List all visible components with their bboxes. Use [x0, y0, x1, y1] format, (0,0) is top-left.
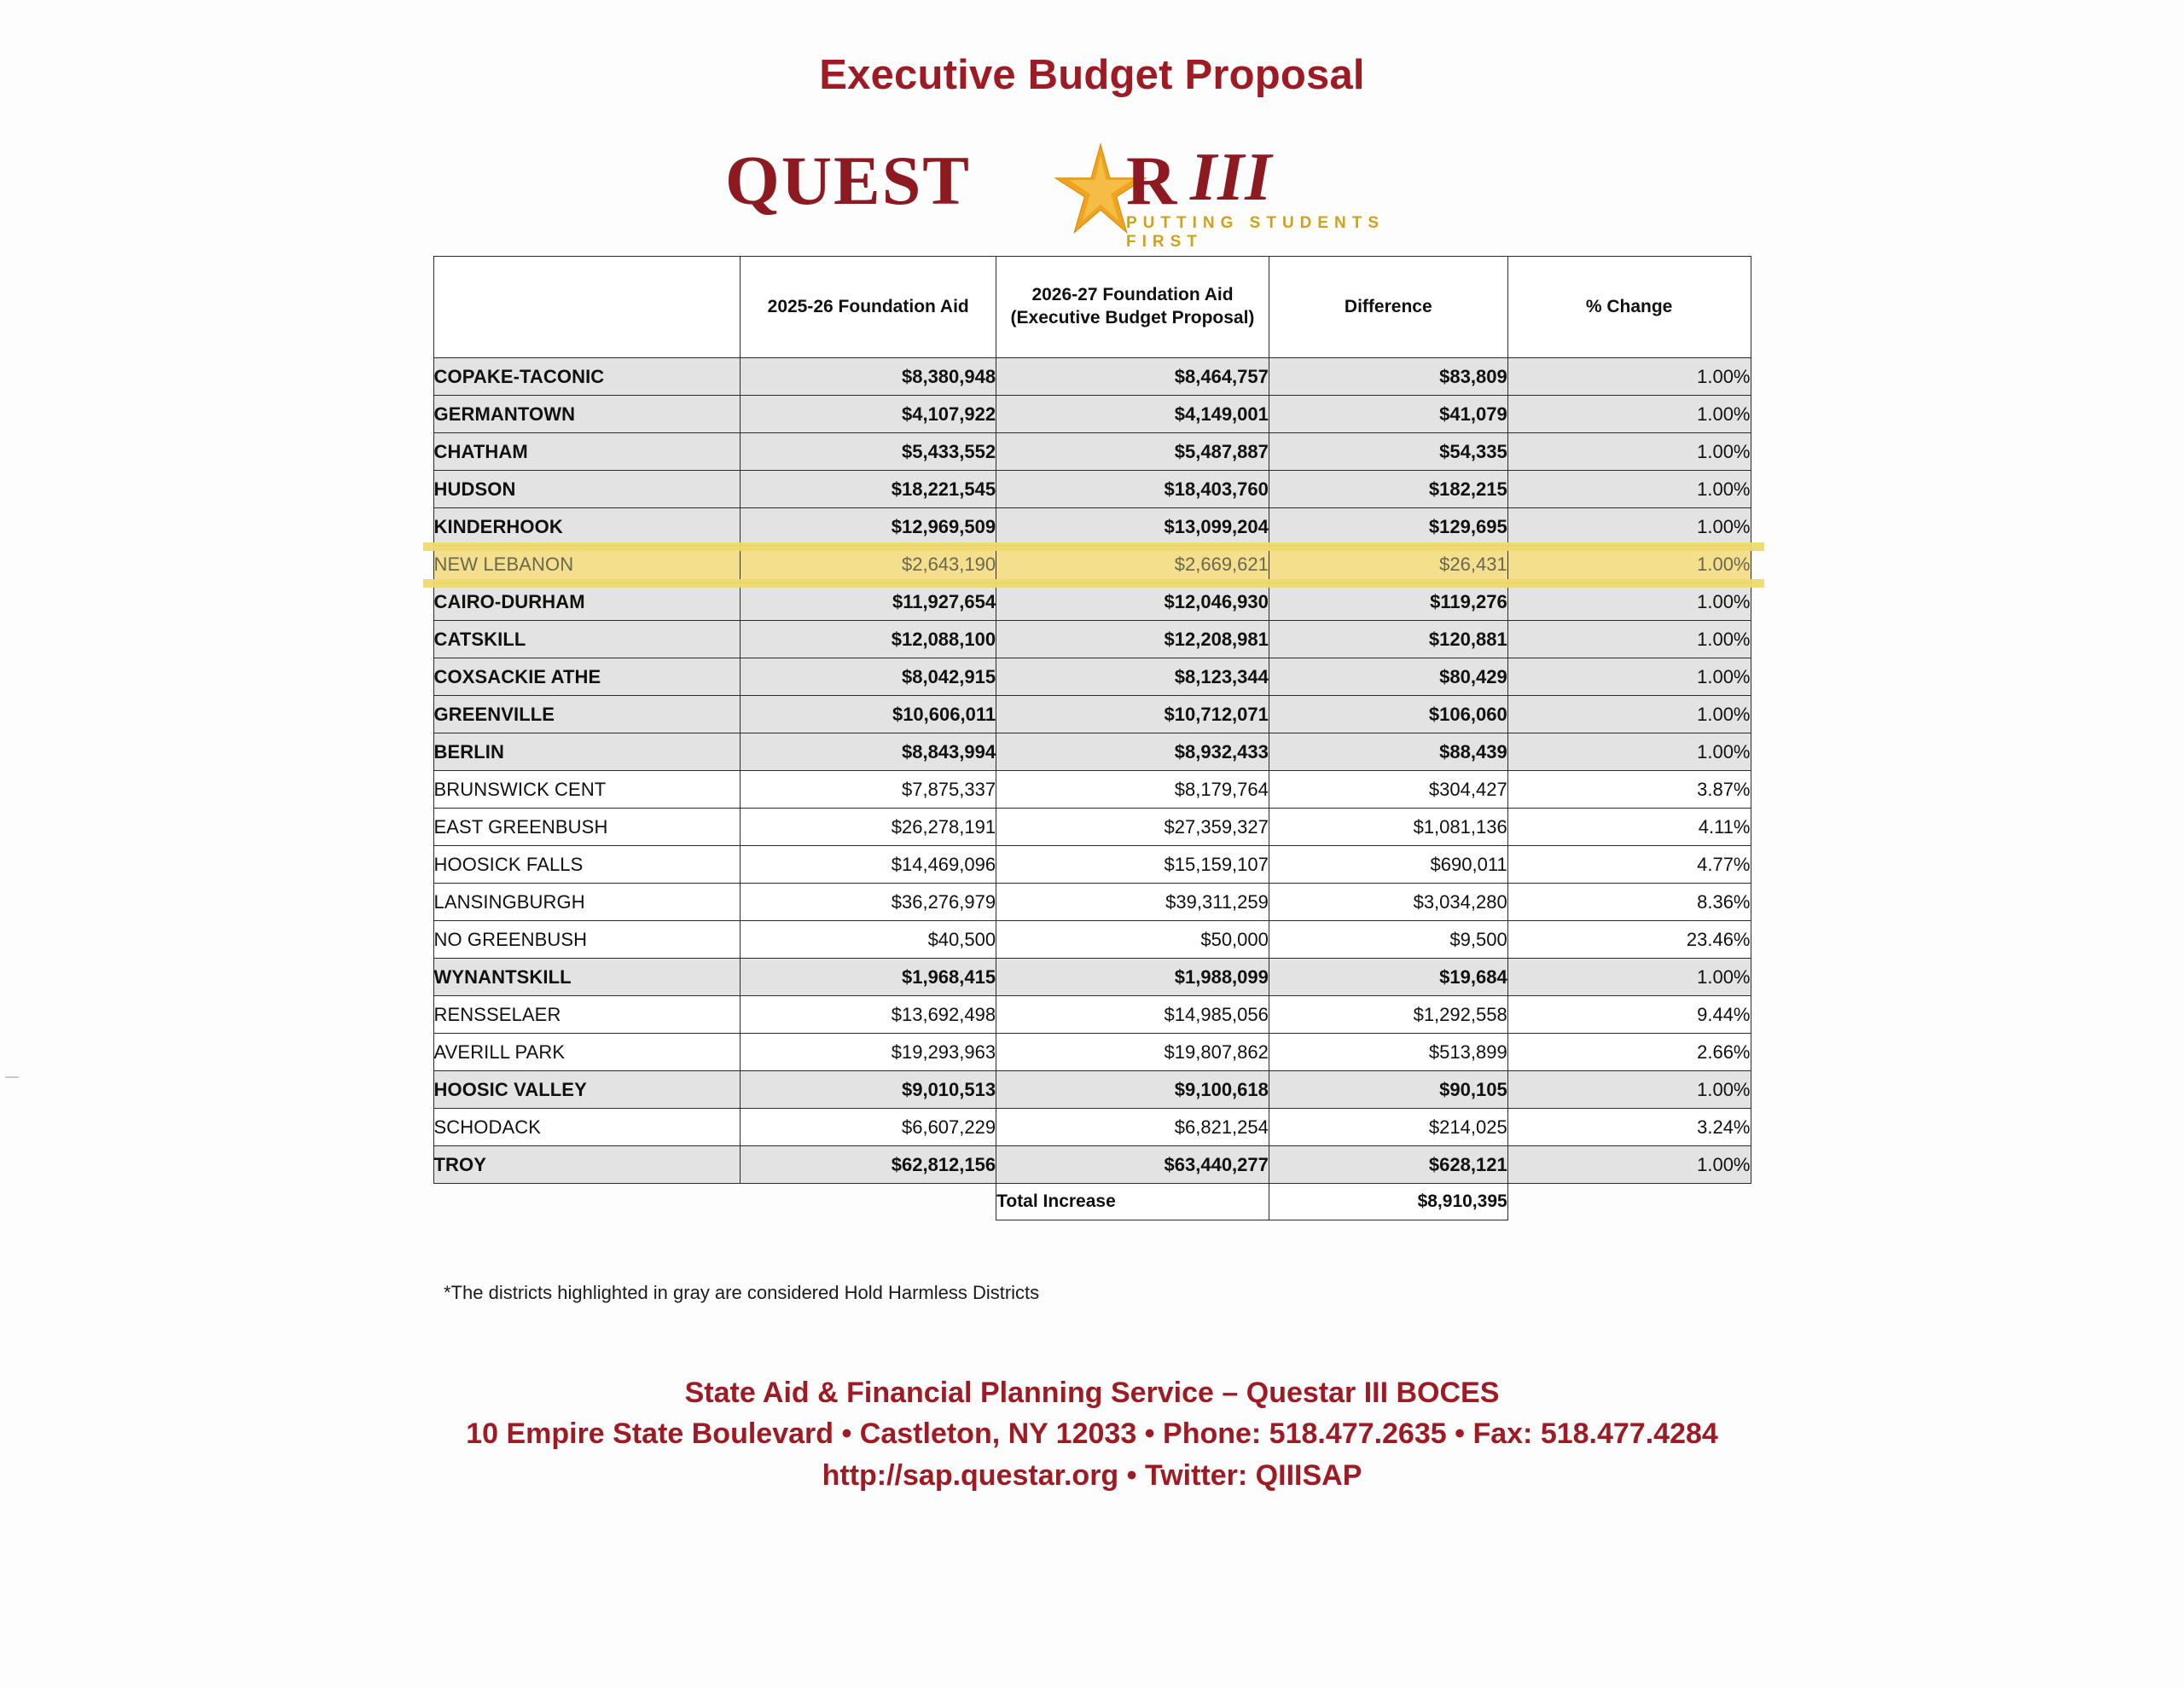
- cell-difference: $1,292,558: [1269, 996, 1507, 1034]
- cell-aid-2025-26: $36,276,979: [741, 884, 996, 921]
- cell-difference: $90,105: [1269, 1071, 1507, 1109]
- logo-wordmark-iii: III: [1190, 140, 1273, 215]
- table-row: [433, 621, 1751, 658]
- cell-difference: $304,427: [1269, 771, 1507, 809]
- cell-district: COPAKE-TACONIC: [433, 358, 741, 396]
- cell-difference: $119,276: [1269, 583, 1507, 621]
- table-row: [433, 846, 1751, 884]
- cell-aid-2025-26: $8,843,994: [741, 733, 996, 771]
- cell-aid-2025-26: $11,927,654: [741, 583, 996, 621]
- cell-difference: $83,809: [1269, 358, 1507, 396]
- table-row: [433, 1146, 1751, 1184]
- footnote: *The districts highlighted in gray are considered Hold Harmless Districts: [444, 1282, 1040, 1303]
- cell-aid-2025-26: $5,433,552: [741, 433, 996, 471]
- total-increase-label: Total Increase: [996, 1184, 1269, 1220]
- cell-pct-change: 1.00%: [1507, 959, 1751, 996]
- total-increase-value: $8,910,395: [1269, 1184, 1507, 1220]
- cell-district: NEW LEBANON: [433, 546, 741, 583]
- foundation-aid-table-wrapper: [433, 256, 1751, 1220]
- footer-line-3: http://sap.questar.org • Twitter: QIIISAP: [822, 1458, 1362, 1492]
- table-row: [433, 733, 1751, 771]
- cell-difference: $106,060: [1269, 696, 1507, 733]
- cell-aid-2026-27: $27,359,327: [996, 809, 1269, 846]
- cell-aid-2026-27: $19,807,862: [996, 1034, 1269, 1071]
- cell-difference: $120,881: [1269, 621, 1507, 658]
- cell-difference: $1,081,136: [1269, 809, 1507, 846]
- cell-district: CAIRO-DURHAM: [433, 583, 741, 621]
- cell-pct-change: 1.00%: [1507, 396, 1751, 433]
- cell-aid-2026-27: $12,046,930: [996, 583, 1269, 621]
- table-row: [433, 1109, 1751, 1146]
- cell-aid-2025-26: $26,278,191: [741, 809, 996, 846]
- cell-aid-2026-27: $2,669,621: [996, 546, 1269, 583]
- cell-pct-change: 1.00%: [1507, 358, 1751, 396]
- cell-difference: $80,429: [1269, 658, 1507, 696]
- cell-district: GREENVILLE: [433, 696, 741, 733]
- table-row: [433, 884, 1751, 921]
- cell-difference: $513,899: [1269, 1034, 1507, 1071]
- table-row: [433, 546, 1751, 583]
- cell-pct-change: 1.00%: [1507, 433, 1751, 471]
- cell-district: KINDERHOOK: [433, 508, 741, 546]
- table-row: [433, 996, 1751, 1034]
- cell-district: HOOSIC VALLEY: [433, 1071, 741, 1109]
- cell-district: HUDSON: [433, 471, 741, 508]
- cell-aid-2025-26: $10,606,011: [741, 696, 996, 733]
- cell-aid-2026-27: $8,932,433: [996, 733, 1269, 771]
- col-header-2025-26: 2025-26 Foundation Aid: [741, 257, 996, 358]
- cell-difference: $182,215: [1269, 471, 1507, 508]
- cell-pct-change: 1.00%: [1507, 583, 1751, 621]
- cell-aid-2026-27: $8,179,764: [996, 771, 1269, 809]
- cell-difference: $26,431: [1269, 546, 1507, 583]
- cell-aid-2025-26: $12,088,100: [741, 621, 996, 658]
- total-spacer-cell-3: [1507, 1184, 1751, 1220]
- cell-aid-2025-26: $14,469,096: [741, 846, 996, 884]
- table-header: [433, 257, 1751, 358]
- cell-aid-2025-26: $12,969,509: [741, 508, 996, 546]
- cell-aid-2026-27: $12,208,981: [996, 621, 1269, 658]
- document-footer: [0, 1372, 2184, 1496]
- cell-aid-2026-27: $9,100,618: [996, 1071, 1269, 1109]
- cell-district: SCHODACK: [433, 1109, 741, 1146]
- cell-aid-2025-26: $40,500: [741, 921, 996, 959]
- cell-difference: $41,079: [1269, 396, 1507, 433]
- cell-pct-change: 8.36%: [1507, 884, 1751, 921]
- cell-aid-2026-27: $63,440,277: [996, 1146, 1269, 1184]
- cell-aid-2025-26: $18,221,545: [741, 471, 996, 508]
- cell-difference: $88,439: [1269, 733, 1507, 771]
- cell-pct-change: 1.00%: [1507, 658, 1751, 696]
- cell-pct-change: 2.66%: [1507, 1034, 1751, 1071]
- total-spacer-cell: [433, 1184, 741, 1220]
- cell-difference: $214,025: [1269, 1109, 1507, 1146]
- cell-district: COXSACKIE ATHE: [433, 658, 741, 696]
- cell-district: TROY: [433, 1146, 741, 1184]
- cell-district: LANSINGBURGH: [433, 884, 741, 921]
- table-row: [433, 771, 1751, 809]
- cell-pct-change: 1.00%: [1507, 1146, 1751, 1184]
- cell-pct-change: 9.44%: [1507, 996, 1751, 1034]
- table-row: [433, 921, 1751, 959]
- table-row: [433, 358, 1751, 396]
- cell-district: HOOSICK FALLS: [433, 846, 741, 884]
- cell-pct-change: 1.00%: [1507, 696, 1751, 733]
- cell-aid-2026-27: $8,464,757: [996, 358, 1269, 396]
- col-header-pct-change: % Change: [1507, 257, 1751, 358]
- table-row: [433, 433, 1751, 471]
- cell-aid-2026-27: $6,821,254: [996, 1109, 1269, 1146]
- table-row: [433, 1071, 1751, 1109]
- cell-district: CATSKILL: [433, 621, 741, 658]
- cell-aid-2025-26: $7,875,337: [741, 771, 996, 809]
- cell-aid-2025-26: $13,692,498: [741, 996, 996, 1034]
- table-row: [433, 809, 1751, 846]
- cell-pct-change: 3.24%: [1507, 1109, 1751, 1146]
- col-header-district: [433, 257, 741, 358]
- cell-aid-2025-26: $4,107,922: [741, 396, 996, 433]
- cell-pct-change: 1.00%: [1507, 546, 1751, 583]
- table-row: [433, 696, 1751, 733]
- logo-tagline: PUTTING STUDENTS FIRST: [1126, 214, 1385, 251]
- cell-district: AVERILL PARK: [433, 1034, 741, 1071]
- cell-aid-2026-27: $18,403,760: [996, 471, 1269, 508]
- cell-aid-2025-26: $62,812,156: [741, 1146, 996, 1184]
- cell-aid-2026-27: $15,159,107: [996, 846, 1269, 884]
- cell-aid-2025-26: $9,010,513: [741, 1071, 996, 1109]
- cell-difference: $3,034,280: [1269, 884, 1507, 921]
- cell-pct-change: 1.00%: [1507, 621, 1751, 658]
- cell-aid-2025-26: $2,643,190: [741, 546, 996, 583]
- cell-pct-change: 1.00%: [1507, 733, 1751, 771]
- foundation-aid-table: [433, 256, 1751, 1220]
- cell-district: RENSSELAER: [433, 996, 741, 1034]
- cell-aid-2025-26: $8,042,915: [741, 658, 996, 696]
- cell-district: GERMANTOWN: [433, 396, 741, 433]
- cell-aid-2026-27: $39,311,259: [996, 884, 1269, 921]
- table-row: [433, 959, 1751, 996]
- table-row: [433, 471, 1751, 508]
- cell-pct-change: 23.46%: [1507, 921, 1751, 959]
- footer-line-2: 10 Empire State Boulevard • Castleton, NY 12033 • Phone: 518.477.2635 • Fax: 518.477.4284: [466, 1417, 1718, 1451]
- cell-difference: $628,121: [1269, 1146, 1507, 1184]
- cell-difference: $19,684: [1269, 959, 1507, 996]
- scan-edge-mark: [5, 1076, 19, 1078]
- cell-aid-2026-27: $50,000: [996, 921, 1269, 959]
- cell-pct-change: 1.00%: [1507, 1071, 1751, 1109]
- page-title: Executive Budget Proposal: [819, 52, 1365, 98]
- cell-aid-2026-27: $14,985,056: [996, 996, 1269, 1034]
- questar-logo: [0, 131, 2184, 251]
- cell-district: BERLIN: [433, 733, 741, 771]
- table-body: [433, 358, 1751, 1184]
- table-row: [433, 583, 1751, 621]
- col-header-2026-27: 2026-27 Foundation Aid (Executive Budget Proposal): [996, 257, 1269, 358]
- cell-aid-2026-27: $5,487,887: [996, 433, 1269, 471]
- cell-aid-2025-26: $8,380,948: [741, 358, 996, 396]
- cell-pct-change: 4.11%: [1507, 809, 1751, 846]
- logo-wordmark-r: R: [1126, 142, 1177, 219]
- cell-difference: $9,500: [1269, 921, 1507, 959]
- cell-difference: $54,335: [1269, 433, 1507, 471]
- table-footer: [433, 1184, 1751, 1220]
- cell-aid-2025-26: $1,968,415: [741, 959, 996, 996]
- cell-district: BRUNSWICK CENT: [433, 771, 741, 809]
- footer-line-1: State Aid & Financial Planning Service – Questar III BOCES: [684, 1377, 1500, 1409]
- cell-aid-2026-27: $1,988,099: [996, 959, 1269, 996]
- cell-pct-change: 1.00%: [1507, 508, 1751, 546]
- cell-pct-change: 1.00%: [1507, 471, 1751, 508]
- cell-aid-2026-27: $13,099,204: [996, 508, 1269, 546]
- cell-aid-2025-26: $6,607,229: [741, 1109, 996, 1146]
- logo-wordmark-quest: QUEST: [725, 142, 971, 219]
- cell-difference: $129,695: [1269, 508, 1507, 546]
- total-spacer-cell-2: [741, 1184, 996, 1220]
- cell-aid-2026-27: $4,149,001: [996, 396, 1269, 433]
- cell-pct-change: 4.77%: [1507, 846, 1751, 884]
- cell-aid-2026-27: $10,712,071: [996, 696, 1269, 733]
- cell-aid-2026-27: $8,123,344: [996, 658, 1269, 696]
- cell-pct-change: 3.87%: [1507, 771, 1751, 809]
- table-row: [433, 658, 1751, 696]
- cell-aid-2025-26: $19,293,963: [741, 1034, 996, 1071]
- cell-difference: $690,011: [1269, 846, 1507, 884]
- cell-district: EAST GREENBUSH: [433, 809, 741, 846]
- cell-district: WYNANTSKILL: [433, 959, 741, 996]
- col-header-difference: Difference: [1269, 257, 1507, 358]
- cell-district: NO GREENBUSH: [433, 921, 741, 959]
- cell-district: CHATHAM: [433, 433, 741, 471]
- table-row: [433, 396, 1751, 433]
- table-row: [433, 508, 1751, 546]
- table-row: [433, 1034, 1751, 1071]
